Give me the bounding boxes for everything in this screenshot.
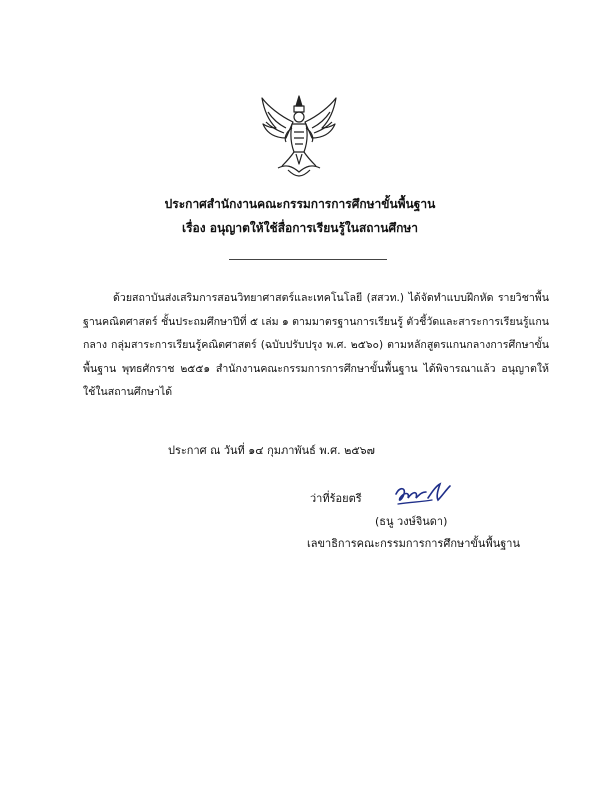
handwritten-signature <box>392 480 454 510</box>
body-paragraph: ด้วยสถาบันส่งเสริมการสอนวิทยาศาสตร์และเทคโนโลยี (สสวท.) ได้จัดทำแบบฝึกหัด รายวิชาพื้นฐานคณิตศาสตร์ ชั้นประถมศึกษาปีที่ ๕ เล่ม ๑ ตามมาตรฐานการเรียนรู้ ตัวชี้วัดและสาระการเรียนรู้แกนกลาง กลุ่มสาระการเรียนรู้คณิตศาสตร์ (ฉบับปรับปรุง พ.ศ. ๒๕๖๐) ตามหลักสูตรแกนกลางการศึกษาขั้นพื้นฐาน พุทธศักราช ๒๕๕๑ สำนักงานคณะกรรมการการศึกษาขั้นพื้นฐาน ได้พิจารณาแล้ว อนุญาตให้ใช้ในสถานศึกษาได้ <box>83 292 549 399</box>
announcement-subject: เรื่อง อนุญาตให้ใช้สื่อการเรียนรู้ในสถานศึกษา <box>181 221 419 235</box>
signer-rank: ว่าที่ร้อยตรี <box>310 492 362 505</box>
garuda-emblem-icon <box>256 92 342 178</box>
divider-line <box>229 259 387 260</box>
signer-position: เลขาธิการคณะกรรมการการศึกษาขั้นพื้นฐาน <box>307 537 520 550</box>
announcement-date: ประกาศ ณ วันที่ ๑๔ กุมภาพันธ์ พ.ศ. ๒๕๖๗ <box>168 444 375 457</box>
announcement-title: ประกาศสำนักงานคณะกรรมการการศึกษาขั้นพื้นฐาน <box>164 197 436 211</box>
signer-name: (ธนู วงษ์จินดา) <box>375 515 448 528</box>
